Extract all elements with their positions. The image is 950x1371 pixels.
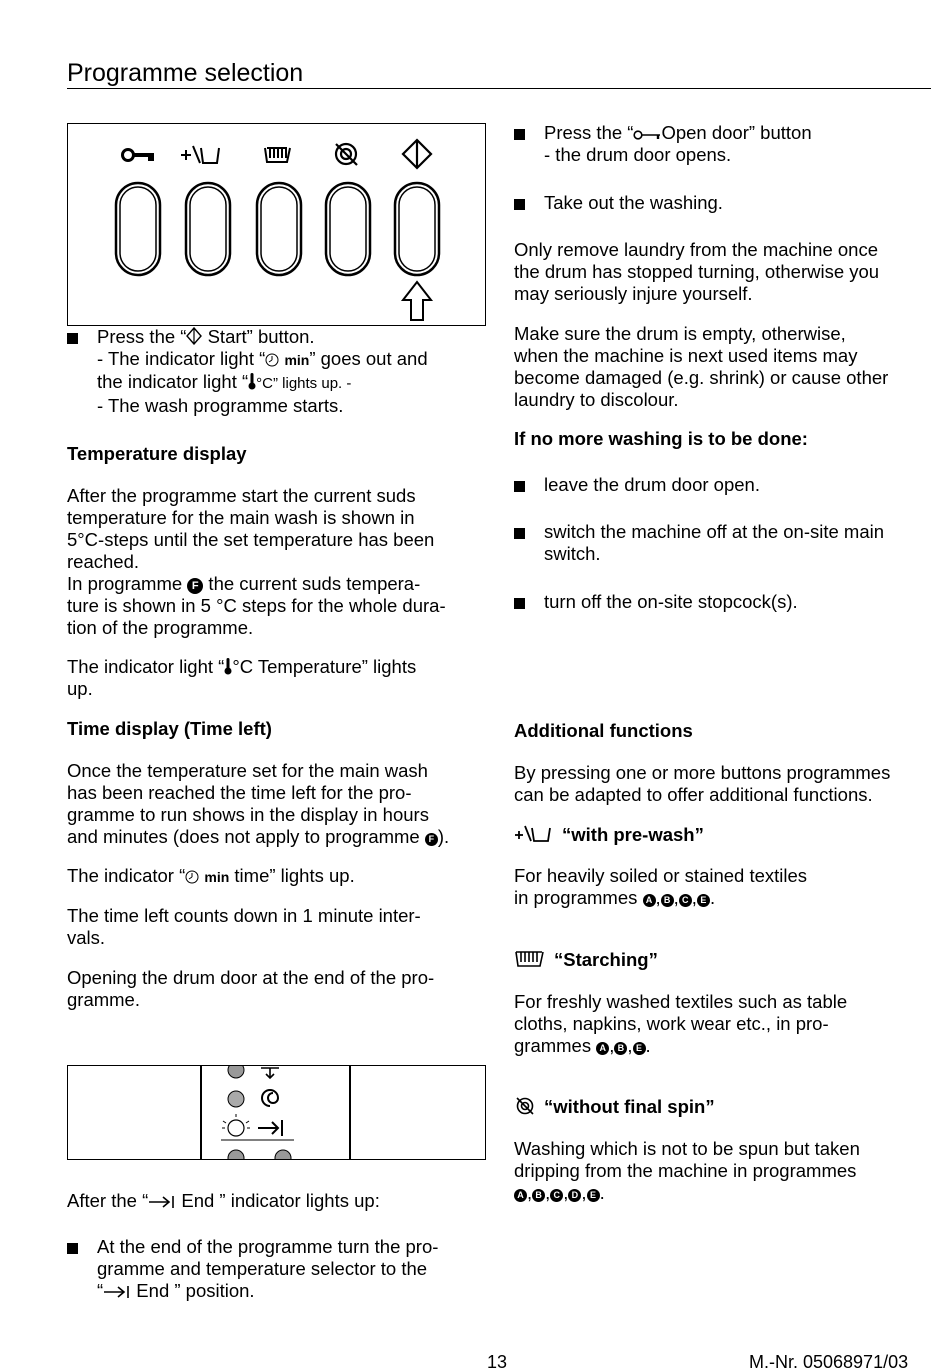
programme-f-badge: F <box>425 833 438 846</box>
starch-icon <box>514 950 546 968</box>
temperature-heading: Temperature display <box>67 443 247 464</box>
start-line-3: the indicator light “ °C” lights up. - <box>97 371 352 392</box>
key-icon <box>123 150 155 162</box>
warning-paragraph-2: Make sure the drum is empty, otherwise, when the machine is next used items may become damaged (e.g. shrink) or cause other laundry to discolour. <box>514 323 889 410</box>
bullet-marker <box>514 129 525 140</box>
clock-icon <box>185 870 199 884</box>
bullet-marker <box>514 481 525 492</box>
start-line-4: - The wash programme starts. <box>97 395 344 416</box>
end-icon <box>148 1195 176 1209</box>
prewash-paragraph: For heavily soiled or stained textiles in programmes A , B , C , E . <box>514 865 808 908</box>
arrow-up-icon <box>403 282 431 320</box>
time-paragraph-1: Once the temperature set for the main wash has been reached the time left for the pro- gramme to run shows in the display in hours and minutes (does not apply to programme F ). <box>67 760 450 847</box>
start-bullet-text <box>97 326 487 417</box>
clock-icon <box>265 353 279 367</box>
thermometer-icon <box>248 372 256 390</box>
starching-paragraph: For freshly washed textiles such as table cloths, napkins, work wear etc., in pro- grammes A , B , E . <box>514 991 848 1056</box>
indicator-panel-svg <box>68 1066 486 1160</box>
starch-icon <box>265 148 290 162</box>
no-spin-title: “without final spin” <box>514 1096 715 1118</box>
temperature-paragraph-1: After the programme start the current suds temperature for the main wash is shown in 5°C-steps until the set temperature has been reached. In programme F the current suds tempera- ture is shown in 5 °C steps for the whole dura- tion of the programme. <box>67 485 446 638</box>
warning-paragraph-1: Only remove laundry from the machine once the drum has stopped turning, otherwise you may seriously injure yourself. <box>514 239 880 304</box>
prewash-icon <box>514 825 554 843</box>
bullet-stopcock: turn off the on-site stopcock(s). <box>544 591 798 612</box>
document-number: M.-Nr. 05068971/03 <box>749 1352 909 1371</box>
start-line-1: Press the “ Start” button. <box>97 326 315 347</box>
bullet-marker <box>514 528 525 539</box>
key-icon <box>633 129 661 141</box>
time-paragraph-2: The indicator “ min time” lights up. <box>67 865 355 886</box>
no-spin-paragraph: Washing which is not to be spun but taken dripping from the machine in programmes A , B , C , D , E . <box>514 1138 860 1203</box>
time-paragraph-3: The time left counts down in 1 minute inter- vals. <box>67 905 421 948</box>
control-panel-svg <box>68 124 487 327</box>
control-panel-diagram <box>67 123 486 326</box>
page-number: 13 <box>487 1352 508 1371</box>
additional-functions-paragraph: By pressing one or more buttons programmes can be adapted to offer additional functions. <box>514 762 891 805</box>
bullet-marker <box>67 1243 78 1254</box>
time-heading: Time display (Time left) <box>67 718 272 739</box>
no-spin-icon <box>514 1097 536 1115</box>
bullet-door-open: leave the drum door open. <box>544 474 760 495</box>
time-paragraph-4: Opening the drum door at the end of the pro- gramme. <box>67 967 435 1010</box>
end-bullet-text: At the end of the programme turn the pro- gramme and temperature selector to the “ End ” position. <box>97 1236 439 1301</box>
end-icon <box>258 1120 282 1136</box>
no-spin-icon <box>336 144 357 165</box>
no-more-washing-heading: If no more washing is to be done: <box>514 428 808 449</box>
title-rule <box>67 88 931 89</box>
bullet-marker <box>514 598 525 609</box>
prewash-title: “with pre-wash” <box>514 824 704 846</box>
end-icon <box>103 1285 131 1299</box>
open-door-bullet: Press the “ Open door” button - the drum door opens. <box>544 122 812 165</box>
page-title: Programme selection <box>67 59 304 87</box>
starching-title: “Starching” <box>514 949 658 971</box>
programme-f-badge: F <box>187 578 203 594</box>
start-icon <box>403 140 431 168</box>
start-line-2: - The indicator light “ min” goes out and <box>97 348 428 369</box>
take-out-text: Take out the washing. <box>544 192 723 213</box>
prewash-icon <box>181 146 219 163</box>
indicator-panel-diagram <box>67 1065 486 1160</box>
spin-icon <box>262 1090 278 1106</box>
temperature-paragraph-2: The indicator light “ °C Temperature” lights up. <box>67 656 417 699</box>
lit-indicator <box>228 1120 244 1136</box>
bullet-marker <box>67 333 78 344</box>
additional-functions-heading: Additional functions <box>514 720 693 741</box>
bullet-marker <box>514 199 525 210</box>
bullet-switch-off: switch the machine off at the on-site main switch. <box>544 521 885 564</box>
end-paragraph: After the “ End ” indicator lights up: <box>67 1190 380 1211</box>
start-icon <box>186 327 202 345</box>
